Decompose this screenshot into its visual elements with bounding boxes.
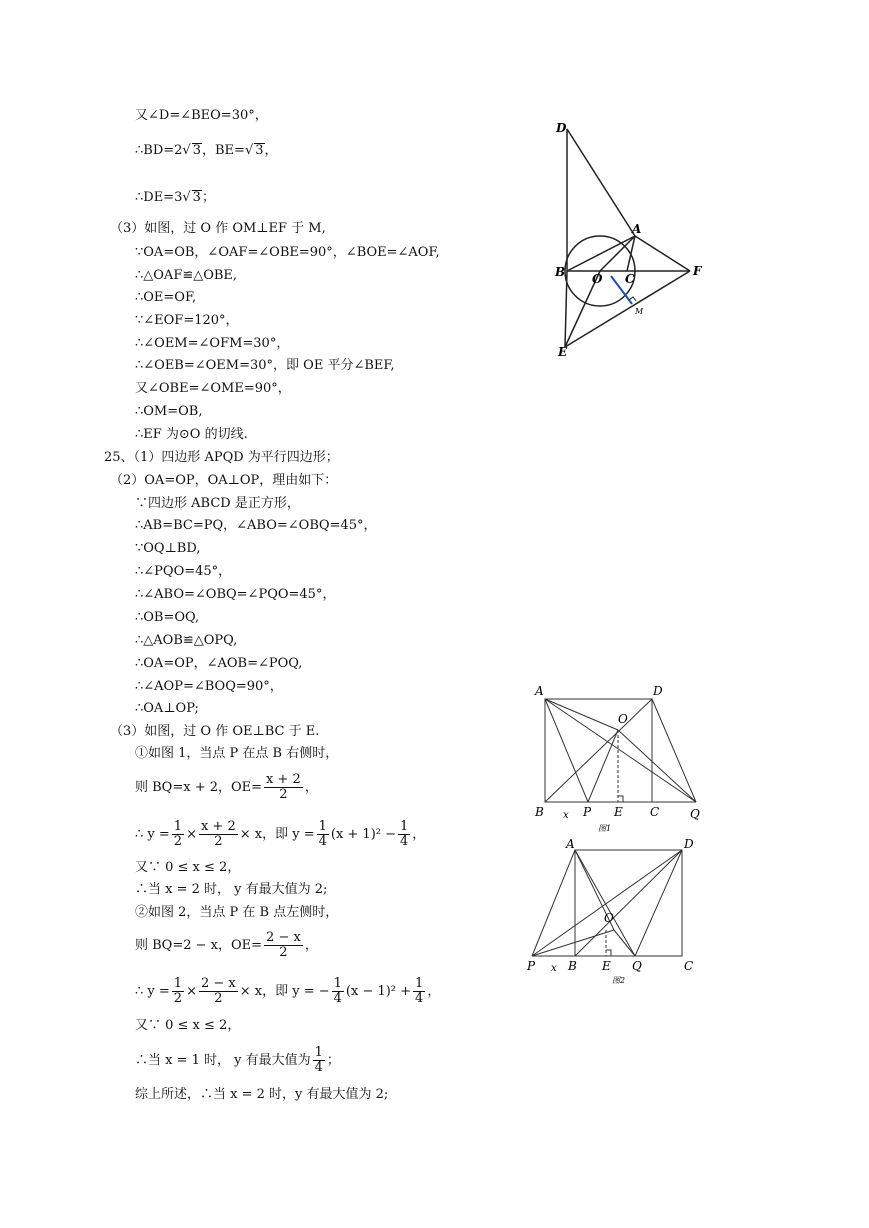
- line-23: ∴OA=OP，∠AOB=∠POQ,: [135, 656, 303, 671]
- label-c: C: [684, 959, 694, 973]
- text: ，: [304, 780, 318, 795]
- text: ∴DE=3: [135, 190, 183, 205]
- segment-po: [532, 930, 614, 956]
- segment-bd: [545, 699, 652, 802]
- sqrt: 3: [255, 143, 264, 158]
- sqrt: 3: [192, 143, 201, 158]
- line-10: ∴∠OEB=∠OEM=30°，即 OE 平分∠BEF,: [135, 358, 395, 373]
- segment-pa: [532, 850, 575, 956]
- line-5: ∵OA=OB，∠OAF=∠OBE=90°，∠BOE=∠AOF,: [135, 245, 440, 260]
- segment-oq: [614, 930, 635, 956]
- segment-pd: [532, 850, 682, 956]
- segment-qd: [635, 850, 682, 956]
- label-f: F: [693, 264, 702, 278]
- line-3: ∴DE=3√ 3；: [135, 190, 215, 205]
- fraction: [199, 820, 238, 849]
- numerator: x + 2: [266, 772, 301, 787]
- segment-be: [565, 271, 567, 347]
- label-d: D: [684, 837, 694, 851]
- numerator: x + 2: [200, 819, 236, 834]
- text: ，: [427, 984, 441, 999]
- text: ，: [304, 938, 318, 953]
- label-e: E: [558, 345, 568, 359]
- line-15: （2）OA=OP，OA⊥OP，理由如下：: [110, 473, 338, 488]
- text: ×: [186, 827, 197, 842]
- denominator: 4: [318, 834, 327, 849]
- text: ∴当 x = 1 时， y 有最大值为: [135, 1053, 311, 1068]
- label-o: O: [592, 272, 603, 286]
- text: × x，即 y = −: [239, 984, 330, 999]
- line-27: ①如图 1，当点 P 在点 B 右侧时，: [135, 746, 339, 761]
- text: ，: [412, 827, 426, 842]
- line-28: [135, 770, 318, 806]
- text: ×: [186, 984, 197, 999]
- line-4: （3）如图，过 O 作 OM⊥EF 于 M,: [110, 221, 326, 236]
- text: ∴ y =: [135, 827, 170, 842]
- line-25: ∴OA⊥OP;: [135, 701, 199, 716]
- line-1: 又∠D=∠BEO=30°，: [135, 108, 268, 123]
- denominator: 4: [333, 991, 342, 1006]
- line-19: ∴∠PQO=45°，: [135, 564, 232, 579]
- segment-ba: [567, 236, 635, 271]
- segment-oq: [618, 730, 696, 802]
- figure-circle-tangent: [545, 115, 715, 365]
- label-p: P: [527, 959, 536, 973]
- line-6: ∴△OAF≌△OBE,: [135, 268, 238, 283]
- denominator: 2: [279, 787, 288, 802]
- text: (x + 1)² −: [330, 827, 397, 842]
- numerator: 1: [400, 819, 409, 834]
- label-x: x: [551, 963, 557, 974]
- segment-da: [567, 129, 635, 236]
- denominator: 2: [214, 834, 223, 849]
- fraction: [172, 820, 184, 849]
- label-b: B: [555, 265, 566, 279]
- line-2: ∴BD=2√ 3，BE=√ 3，: [135, 143, 278, 158]
- segment-af: [635, 236, 690, 271]
- label-p: P: [583, 805, 592, 819]
- denominator: 4: [415, 991, 424, 1006]
- right-angle-mark: [618, 796, 623, 802]
- segment-bd: [575, 850, 682, 956]
- label-m: M: [635, 307, 644, 316]
- right-angle-mark: [606, 950, 611, 956]
- fraction: [332, 977, 344, 1006]
- label-a: A: [632, 222, 642, 236]
- label-c: C: [650, 805, 660, 819]
- numerator: 2 − x: [200, 976, 236, 991]
- line-26: （3）如图，过 O 作 OE⊥BC 于 E.: [110, 724, 320, 739]
- line-16: ∵四边形 ABCD 是正方形，: [135, 496, 300, 511]
- fraction: [172, 977, 184, 1006]
- denominator: 4: [400, 834, 409, 849]
- numerator: 1: [314, 1045, 323, 1060]
- text: ；: [201, 190, 215, 205]
- line-29: [135, 817, 425, 853]
- line-21: ∴OB=OQ,: [135, 610, 200, 625]
- label-d: D: [556, 121, 567, 135]
- text: ，: [264, 143, 278, 158]
- text: 则 BQ=2 − x，OE=: [135, 938, 263, 953]
- fraction: [264, 931, 303, 960]
- figure-caption: 图1: [598, 824, 612, 833]
- line-30: 又∵ 0 ≤ x ≤ 2，: [135, 860, 241, 875]
- line-24: ∴∠AOP=∠BOQ=90°，: [135, 679, 283, 694]
- numerator: 1: [318, 819, 327, 834]
- text: ∴ y =: [135, 984, 170, 999]
- text: ∴BD=2: [135, 143, 183, 158]
- numerator: 1: [173, 976, 183, 991]
- line-8: ∵∠EOF=120°，: [135, 313, 239, 328]
- line-34: [135, 974, 440, 1010]
- segment-aq: [575, 850, 635, 956]
- line-12: ∴OM=OB,: [135, 404, 203, 419]
- line-32: ②如图 2，当点 P 在 B 点左侧时，: [135, 905, 339, 920]
- numerator: 1: [333, 976, 342, 991]
- denominator: 2: [173, 991, 183, 1006]
- line-11: 又∠OBE=∠OME=90°，: [135, 381, 291, 396]
- line-13: ∴EF 为⊙O 的切线.: [135, 427, 248, 442]
- denominator: 2: [173, 834, 183, 849]
- label-e: E: [614, 805, 623, 819]
- denominator: 4: [314, 1060, 323, 1075]
- fraction: [413, 977, 425, 1006]
- fraction: [199, 977, 238, 1006]
- line-18: ∵OQ⊥BD,: [135, 541, 201, 556]
- label-q: Q: [690, 807, 700, 821]
- line-36: [135, 1043, 340, 1079]
- line-37: 综上所述，∴当 x = 2 时，y 有最大值为 2;: [135, 1087, 389, 1102]
- fraction: [317, 820, 329, 849]
- label-b: B: [568, 959, 577, 973]
- segment-ca: [627, 236, 635, 271]
- segment-op: [588, 730, 618, 802]
- label-q: Q: [632, 959, 642, 973]
- fraction: [398, 820, 410, 849]
- label-d: D: [653, 684, 663, 698]
- label-a: A: [535, 684, 544, 698]
- line-22: ∴△AOB≌△OPQ,: [135, 633, 238, 648]
- text: 则 BQ=x + 2，OE=: [135, 780, 263, 795]
- text: ，BE=: [202, 143, 245, 158]
- line-17: ∴AB=BC=PQ，∠ABO=∠OBQ=45°，: [135, 518, 377, 533]
- line-9: ∴∠OEM=∠OFM=30°，: [135, 336, 290, 351]
- line-35: 又∵ 0 ≤ x ≤ 2，: [135, 1018, 241, 1033]
- label-o: O: [604, 911, 614, 925]
- label-c: C: [625, 272, 635, 286]
- text: × x，即 y =: [239, 827, 315, 842]
- figure-square-1: [530, 683, 710, 835]
- figure-square-2: [522, 836, 707, 988]
- label-a: A: [566, 837, 575, 851]
- denominator: 2: [214, 991, 223, 1006]
- numerator: 1: [415, 976, 424, 991]
- sqrt: 3: [192, 190, 201, 205]
- line-20: ∴∠ABO=∠OBQ=∠PQO=45°，: [135, 587, 336, 602]
- numerator: 2 − x: [266, 930, 301, 945]
- line-7: ∴OE=OF,: [135, 290, 197, 305]
- figure-caption: 图2: [612, 976, 626, 985]
- text: ；: [326, 1053, 340, 1068]
- line-14: 25、（1）四边形 APQD 为平行四边形；: [104, 450, 339, 465]
- label-o: O: [618, 712, 628, 726]
- numerator: 1: [173, 819, 183, 834]
- label-e: E: [602, 959, 611, 973]
- label-x: x: [563, 810, 569, 821]
- line-31: ∴当 x = 2 时， y 有最大值为 2;: [135, 882, 328, 897]
- denominator: 2: [279, 945, 288, 960]
- label-b: B: [535, 805, 544, 819]
- text: (x − 1)² +: [345, 984, 412, 999]
- fraction: [264, 773, 303, 802]
- line-33: [135, 928, 318, 964]
- fraction: [313, 1046, 325, 1075]
